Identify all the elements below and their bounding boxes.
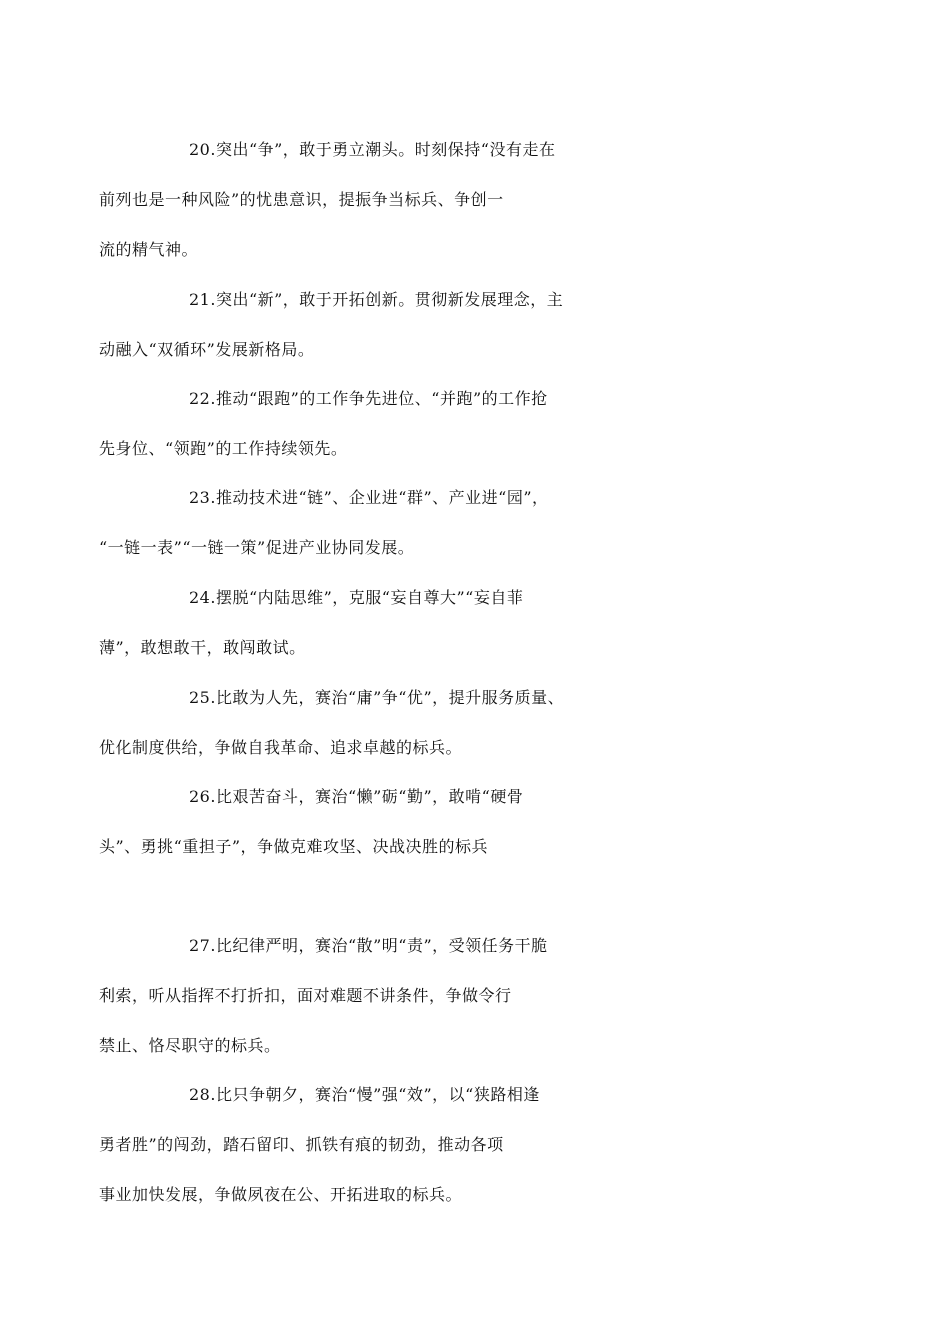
text-line: 事业加快发展，争做夙夜在公、开拓进取的标兵。 xyxy=(99,1185,463,1204)
paragraph-23 xyxy=(99,473,820,573)
text-line: 25.比敢为人先，赛治“庸”争“优”，提升服务质量、 xyxy=(189,688,565,707)
text-line: 21.突出“新”，敢于开拓创新。贯彻新发展理念，主 xyxy=(189,290,564,309)
text-line: 前列也是一种风险”的忧患意识，提振争当标兵、争创一 xyxy=(99,190,504,209)
text-line: 流的精气神。 xyxy=(99,240,199,259)
paragraph-28 xyxy=(99,1070,820,1220)
text-line: 22.推动“跟跑”的工作争先进位、“并跑”的工作抢 xyxy=(189,389,548,408)
paragraph-24 xyxy=(99,573,820,673)
text-line: 20.突出“争”，敢于勇立潮头。时刻保持“没有走在 xyxy=(189,140,556,159)
text-line: 26.比艰苦奋斗，赛治“懒”砺“勤”，敢啃“硬骨 xyxy=(189,787,524,806)
text-line: 先身位、“领跑”的工作持续领先。 xyxy=(99,439,348,458)
text-line: 动融入“双循环”发展新格局。 xyxy=(99,340,315,359)
text-line: 薄”，敢想敢干，敢闯敢试。 xyxy=(99,638,306,657)
text-line: 23.推动技术进“链”、企业进“群”、产业进“园”， xyxy=(189,488,549,507)
text-line: 头”、勇挑“重担子”，争做克难攻坚、决战决胜的标兵 xyxy=(99,837,489,856)
paragraph-20 xyxy=(99,125,820,275)
text-line: 28.比只争朝夕，赛治“慢”强“效”，以“狭路相逢 xyxy=(189,1085,540,1104)
text-line: 利索，听从指挥不打折扣，面对难题不讲条件，争做令行 xyxy=(99,986,512,1005)
text-line: 优化制度供给，争做自我革命、追求卓越的标兵。 xyxy=(99,738,463,757)
paragraph-27 xyxy=(99,921,820,1071)
text-line: “一链一表”“一链一策”促进产业协同发展。 xyxy=(99,538,415,557)
text-line: 24.摆脱“内陆思维”，克服“妄自尊大”“妄自菲 xyxy=(189,588,524,607)
paragraph-25 xyxy=(99,673,820,773)
paragraph-26 xyxy=(99,772,820,872)
text-line: 27.比纪律严明，赛治“散”明“责”，受领任务干脆 xyxy=(189,936,548,955)
text-line: 禁止、恪尽职守的标兵。 xyxy=(99,1036,281,1055)
paragraph-22 xyxy=(99,374,820,474)
paragraph-21 xyxy=(99,275,820,375)
text-line: 勇者胜”的闯劲，踏石留印、抓铁有痕的韧劲，推动各项 xyxy=(99,1135,504,1154)
